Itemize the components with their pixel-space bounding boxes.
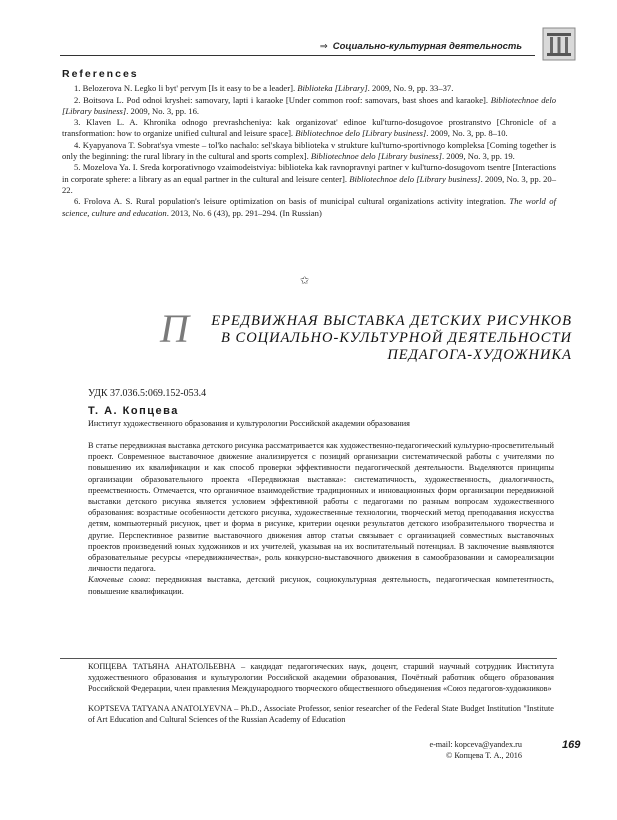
reference-item: 2. Boitsova L. Pod odnoi kryshei: samovary, lapti i karaoke [Under common roof: samovars, bast shoes and karaoke]. Bibliotechnoe delo [Library business]. 2009, No. 3, pp. 16.: [62, 94, 557, 116]
author-affiliation: Институт художественного образования и культурологии Российской академии образования: [88, 419, 410, 428]
contact-info: [429, 739, 522, 761]
references-title: References: [62, 68, 139, 80]
section-label: Социально-культурная деятельность: [332, 41, 522, 52]
author-bio-ru: КОПЦЕВА ТАТЬЯНА АНАТОЛЬЕВНА – кандидат педагогических наук, доцент, старший научный сотрудник Института художественного образования и культурологии Российской академии образования, Почётный работник общего образования Российской Федерации, член правления Международного творческого общественного объединения «Союз педагогов-художников»: [88, 662, 554, 693]
keywords-text: : передвижная выставка, детский рисунок, социокультурная деятельность, педагогическая компетентность, повышение квалификации.: [88, 575, 555, 596]
reference-item: 1. Belozerova N. Legko li byt' pervym [Is it easy to be a leader]. Biblioteka [Library]. 2009, No. 9, pp. 33–37.: [74, 83, 454, 94]
section-title: [320, 41, 522, 52]
star-separator-icon: ✩: [300, 275, 310, 287]
author-name: Т. А. Копцева: [88, 405, 179, 417]
keywords-label: Ключевые слова: [88, 575, 149, 585]
title-line: ПЕДАГОГА-ХУДОЖНИКА: [387, 347, 572, 363]
header-rule: [60, 55, 535, 56]
references-section: [62, 69, 556, 219]
keywords: [88, 574, 554, 596]
column-logo-icon: [541, 26, 577, 62]
reference-item: 5. Mozelova Ya. I. Sreda korporativnogo vzaimodeistviya: biblioteka kak ravnopravnyi partner v kul'turno-dosugovom tsentre [Interactions in corporate sphere: a library as an equal partner in the cultural and leisure center]. Bibliotechnoe delo [Library business]. 2009, No. 3, pp. 20–22.: [62, 162, 556, 195]
title-line: В СОЦИАЛЬНО-КУЛЬТУРНОЙ ДЕЯТЕЛЬНОСТИ: [221, 330, 572, 346]
copyright: © Копцева Т. А., 2016: [446, 751, 522, 760]
author-bio-en: KOPTSEVA TATYANA ANATOLYEVNA – Ph.D., Associate Professor, senior researcher of the Federal State Budget Institution "Institute of Art Education and Cultural Sciences of the Russian Academy of Education: [88, 704, 554, 724]
reference-item: 4. Kyapyanova T. Sobrat'sya vmeste – tol'ko nachalo: sel'skaya biblioteka v strukture kul'turno-sportivnogo kompleksa [Coming together is only the beginning: the rural library in the cultural and sports complex]. Bibliotechnoe delo [Library business]. 2009, No. 3, pp. 19.: [62, 139, 556, 162]
title-line: ЕРЕДВИЖНАЯ ВЫСТАВКА ДЕТСКИХ РИСУНКОВ: [211, 313, 572, 329]
footnote-separator: [60, 658, 557, 659]
page-number: 169: [562, 739, 581, 751]
reference-item: 3. Klaven L. A. Khronika odnogo prevrashcheniya: kak organizovat' edinoe kul'turno-dosugovoe prostranstvo [Chronicle of a transformation: how to organize unified cultural and leisure space]. Bibliotechnoe delo [Library business]. 2009, No. 3, pp. 8–10.: [62, 117, 556, 139]
udk-code: УДК 37.036.5:069.152-053.4: [88, 388, 207, 399]
abstract-text: В статье передвижная выставка детского рисунка рассматривается как художественно-педагогический культурно-просветительный проект. Современное выставочное движение анализируется с позиций организации систематической работы с учителями по повышению их квалификации и как способ проверки эффективности педагогической деятельности. Выделяются принципы организации образовательного проекта «Передвижная выставка»: систематичность, художественность, диалогичность, преемственность. Отмечается, что органичное взаимодействие традиционных и инновационных форм организации передвижной выставки детского рисунка является условием эффективной работы с педагогами по разным вопросам художественного образования: возрастные особенности детского рисунка, художественные технологии, творческий метод преподавания искусства детям, компьютерный рисунок, цвет и форма в рисунке, критерии оценки результатов детского изобразительного творчества и другие. Перспективное развитие выставочного движения автор статьи связывает с организацией совместных выставочных проектов произведений юных художников и их учителей, указывая на их воспитательный потенциал. В заключение выявляются образовательные ресурсы «передвижничества», роль конкурсно-выставочного движения в самообразовании и самореализации личности педагога.: [88, 441, 554, 574]
arrow-icon: ⇒: [319, 41, 328, 52]
article-title: [160, 306, 572, 364]
page-header: [0, 0, 617, 70]
email: e-mail: kopceva@yandex.ru: [429, 740, 522, 749]
title-dropcap: П: [160, 306, 189, 351]
abstract: [88, 440, 554, 597]
reference-item: 6. Frolova A. S. Rural population's leisure optimization on basis of municipal cultural organizations activity integration. The world of science, culture and education. 2013, No. 6 (43), pp. 291–294. (In Russian): [62, 196, 556, 218]
